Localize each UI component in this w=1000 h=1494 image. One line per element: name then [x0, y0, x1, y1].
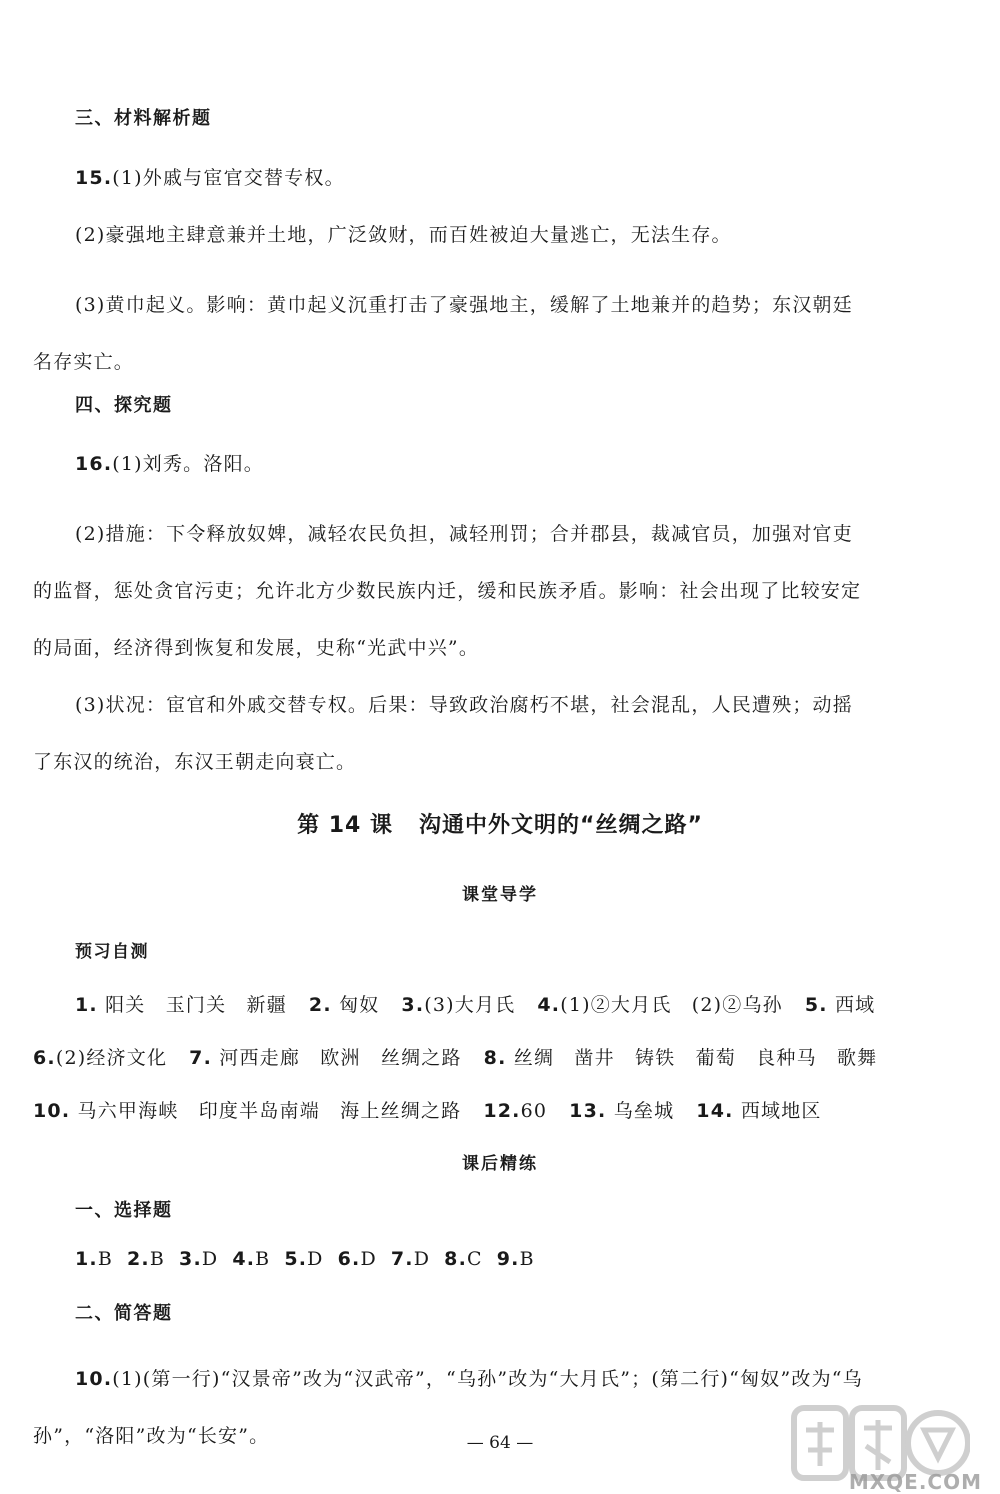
choice-answer: 3.D	[179, 1248, 219, 1270]
subheading-classroom-guide: 课堂导学	[462, 885, 538, 905]
question-number-15: 15.	[75, 167, 113, 189]
section-heading-preview-test: 预习自测	[75, 942, 149, 962]
lesson-name: 沟通中外文明的“丝绸之路”	[419, 813, 703, 838]
watermark-text: MXQE.COM	[848, 1470, 982, 1494]
answer-15-part3: (3)黄巾起义。影响：黄巾起义沉重打击了豪强地主，缓解了土地兼并的趋势；东汉朝廷名存实亡。	[33, 294, 853, 373]
answer-15-part1: 15.(1)外戚与宦官交替专权。	[75, 167, 345, 189]
answer-10: 10.(1)(第一行)“汉景帝”改为“汉武帝”，“乌孙”改为“大月氏”；(第二行)“匈奴”改为“乌孙”，“洛阳”改为“长安”。	[33, 1368, 863, 1447]
section-heading-inquiry: 四、探究题	[75, 395, 173, 416]
question-number-16: 16.	[75, 453, 113, 475]
choice-answer: 8.C	[444, 1248, 483, 1270]
choice-answer: 9.B	[496, 1248, 535, 1270]
choice-answer: 2.B	[127, 1248, 166, 1270]
answer-16-part2: (2)措施：下令释放奴婢，减轻农民负担，减轻刑罚；合并郡县，裁减官员，加强对官吏的监督，惩处贪官污吏；允许北方少数民族内迁，缓和民族矛盾。影响：社会出现了比较安定的局面，经济得到恢复和发展，史称“光武中兴”。	[33, 523, 862, 659]
answer-16-part1: 16.(1)刘秀。洛阳。	[75, 453, 264, 475]
section-heading-material-analysis: 三、材料解析题	[75, 108, 212, 129]
choice-answer: 6.D	[337, 1248, 377, 1270]
subheading-after-class-practice: 课后精练	[462, 1154, 538, 1174]
preview-answers-row-1: 1. 阳关 玉门关 新疆 2. 匈奴 3.(3)大月氏 4.(1)②大月氏 (2)②乌孙 5. 西域	[75, 994, 876, 1016]
answer-15-part2: (2)豪强地主肆意兼并土地，广泛敛财，而百姓被迫大量逃亡，无法生存。	[75, 224, 732, 246]
lesson-number: 第 14 课	[297, 813, 393, 838]
page-number: — 64 —	[466, 1433, 534, 1453]
lesson-title	[0, 808, 1000, 839]
preview-answers-row-3: 10. 马六甲海峡 印度半岛南端 海上丝绸之路 12.60 13. 乌垒城 14. 西域地区	[33, 1100, 822, 1122]
choice-answer: 4.B	[232, 1248, 271, 1270]
preview-answers-row-2: 6.(2)经济文化 7. 河西走廊 欧洲 丝绸之路 8. 丝绸 凿井 铸铁 葡萄 良种马 歌舞	[33, 1047, 878, 1069]
section-heading-short-answer: 二、简答题	[75, 1303, 173, 1324]
choice-answer: 1.B	[75, 1248, 114, 1270]
answer-16-part3: (3)状况：宦官和外戚交替专权。后果：导致政治腐朽不堪，社会混乱，人民遭殃；动摇了东汉的统治，东汉王朝走向衰亡。	[33, 694, 853, 773]
choice-answers-row	[75, 1248, 549, 1270]
choice-answer: 5.D	[284, 1248, 324, 1270]
choice-answer: 7.D	[390, 1248, 431, 1270]
section-heading-multiple-choice: 一、选择题	[75, 1200, 173, 1221]
